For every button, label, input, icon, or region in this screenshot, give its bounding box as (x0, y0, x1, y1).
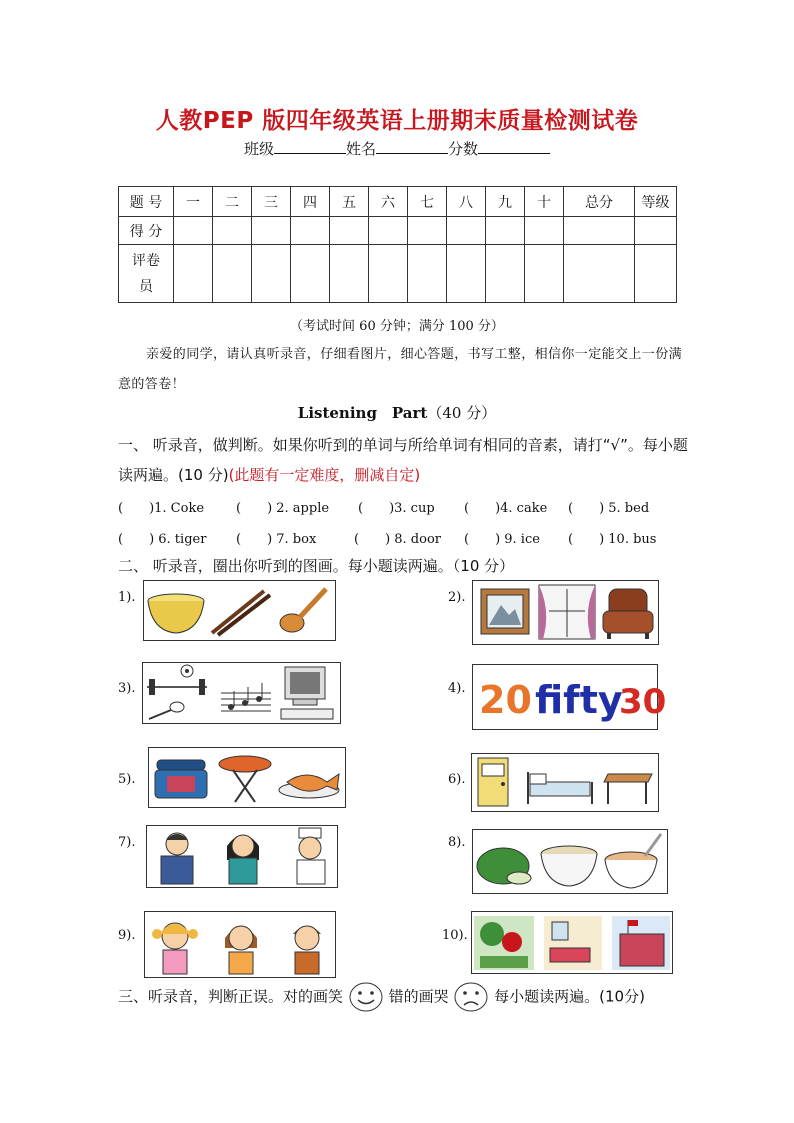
chopsticks-icon (212, 591, 270, 635)
driver-person-icon (161, 833, 193, 884)
q1-item: ( )4. cake (464, 501, 548, 516)
noodle-bowl-icon (541, 846, 597, 886)
grader-cell[interactable] (330, 245, 369, 303)
telephone-icon (155, 760, 207, 798)
column-header: 七 (408, 187, 447, 217)
score-table-header-row (119, 187, 677, 217)
score-cell[interactable] (486, 217, 525, 245)
q1-item: ( ) 7. box (236, 532, 317, 547)
grader-row (119, 245, 677, 303)
q2-label-5: 5). (118, 772, 136, 787)
score-cell[interactable] (252, 217, 291, 245)
picture-people-jobs[interactable] (146, 825, 338, 888)
school-building-icon (612, 916, 670, 970)
q2-label-2: 2). (448, 590, 466, 605)
girl-short-hair-icon (225, 926, 257, 974)
grader-cell[interactable] (564, 245, 635, 303)
q2-label-7: 7). (118, 835, 136, 850)
q1-item: ( ) 5. bed (568, 501, 650, 516)
row-label: 评卷 员 (119, 245, 174, 303)
picture-door-bed-desk[interactable] (471, 753, 659, 812)
column-header: 五 (330, 187, 369, 217)
score-cell[interactable] (635, 217, 677, 245)
picture-numbers[interactable] (472, 664, 667, 730)
number-30-text: 30 (619, 682, 667, 722)
picture-painting-window-chair[interactable] (472, 580, 659, 645)
desk-icon (604, 774, 652, 804)
dumbbell-icon (147, 679, 207, 695)
q1-item: ( ) 10. bus (568, 532, 657, 547)
exam-note: （考试时间 60 分钟；满分 100 分） (290, 319, 504, 334)
q1-item: ( ) 2. apple (236, 501, 330, 516)
grader-cell[interactable] (369, 245, 408, 303)
class-blank[interactable] (274, 139, 346, 154)
name-label: 姓名 (345, 140, 376, 158)
picture-food-bowls[interactable] (472, 829, 668, 894)
fish-dish-icon (279, 774, 339, 798)
crying-face-icon (453, 981, 489, 1013)
question-1-instructions: 一、 听录音，做判断。如果你听到的单词与所给单词有相同的音素，请打“√”。每小题读两遍。(10 分)(此题有一定难度，删减自定) (118, 436, 688, 484)
grader-cell[interactable] (486, 245, 525, 303)
score-label: 分数 (448, 140, 479, 158)
q2-label-4: 4). (448, 681, 466, 696)
bed-icon (528, 772, 592, 804)
painting-icon (481, 589, 529, 634)
score-cell[interactable] (447, 217, 486, 245)
grader-cell[interactable] (525, 245, 564, 303)
computer-icon (281, 667, 333, 719)
cook-person-icon (297, 828, 325, 884)
door-icon (478, 758, 508, 806)
score-cell[interactable] (330, 217, 369, 245)
column-header: 总分 (564, 187, 635, 217)
question-2-instructions: 二、 听录音，圈出你听到的图画。每小题读两遍。（10 分） (118, 557, 515, 575)
column-header: 四 (291, 187, 330, 217)
column-header: 一 (174, 187, 213, 217)
q1-item: ( ) 8. door (354, 532, 442, 547)
column-header: 九 (486, 187, 525, 217)
column-header: 六 (369, 187, 408, 217)
page-title: 人教PEP 版四年级英语上册期末质量检测试卷 (155, 108, 639, 134)
score-cell[interactable] (408, 217, 447, 245)
q2-label-6: 6). (448, 772, 466, 787)
armchair-icon (603, 589, 653, 639)
column-header: 二 (213, 187, 252, 217)
score-blank[interactable] (478, 139, 550, 154)
smiling-face-icon (348, 981, 384, 1013)
grader-cell[interactable] (635, 245, 677, 303)
folding-table-icon (219, 756, 271, 802)
bowl-icon (148, 594, 204, 633)
score-cell[interactable] (564, 217, 635, 245)
grader-cell[interactable] (447, 245, 486, 303)
soccer-ball-icon (181, 665, 193, 677)
window-icon (539, 585, 595, 639)
living-room-icon (544, 916, 602, 970)
vegetable-icon (477, 848, 531, 884)
question-3-instructions: 三、听录音，判断正误。对的画笑 错的画哭 每小题读两遍。(10分) (118, 981, 645, 1013)
class-label: 班级 (243, 140, 274, 158)
listening-section-header: Listening Part（40 分） (297, 404, 497, 422)
spoon-icon (280, 589, 326, 632)
q1-item: ( ) 9. ice (464, 532, 540, 547)
grader-cell[interactable] (213, 245, 252, 303)
picture-places[interactable] (471, 911, 673, 974)
picture-phone-table-fish[interactable] (148, 747, 346, 808)
teacher-person-icon (227, 835, 259, 884)
score-cell[interactable] (369, 217, 408, 245)
difficulty-note: (此题有一定难度，删减自定) (228, 466, 421, 484)
soup-bowl-icon (605, 834, 661, 888)
score-cell[interactable] (213, 217, 252, 245)
grader-cell[interactable] (291, 245, 330, 303)
q1-item: ( ) 6. tiger (118, 532, 207, 547)
garden-icon (474, 916, 534, 970)
q1-item: ( )1. Coke (118, 501, 205, 516)
student-info-line (0, 138, 794, 159)
q2-label-8: 8). (448, 835, 466, 850)
column-header: 等级 (635, 187, 677, 217)
badminton-racket-icon (149, 702, 184, 719)
word-fifty-text: fifty (535, 678, 623, 722)
girl-pigtails-icon (152, 923, 198, 974)
score-row (119, 217, 677, 245)
number-20-text: 20 (479, 678, 532, 722)
score-cell[interactable] (291, 217, 330, 245)
picture-sports-music-computer[interactable] (142, 662, 341, 724)
score-table (118, 186, 677, 303)
q1-item: ( )3. cup (358, 501, 435, 516)
column-header: 十 (525, 187, 564, 217)
q2-label-9: 9). (118, 928, 136, 943)
row-label: 得 分 (119, 217, 174, 245)
grader-cell[interactable] (252, 245, 291, 303)
name-blank[interactable] (376, 139, 448, 154)
grader-cell[interactable] (174, 245, 213, 303)
music-notes-icon (221, 683, 271, 711)
q2-label-3: 3). (118, 681, 136, 696)
picture-bowl-chopsticks-spoon[interactable] (143, 580, 336, 641)
q2-label-10: 10). (442, 928, 468, 943)
column-header: 八 (447, 187, 486, 217)
score-cell[interactable] (174, 217, 213, 245)
grader-cell[interactable] (408, 245, 447, 303)
picture-children[interactable] (144, 911, 336, 978)
q2-label-1: 1). (118, 590, 136, 605)
score-cell[interactable] (525, 217, 564, 245)
column-header: 三 (252, 187, 291, 217)
boy-icon (293, 926, 321, 974)
greeting-paragraph: 亲爱的同学，请认真听录音，仔细看图片，细心答题，书写工整，相信你一定能交上一份满意的答卷！ (118, 347, 683, 392)
row-label: 题 号 (119, 187, 174, 217)
